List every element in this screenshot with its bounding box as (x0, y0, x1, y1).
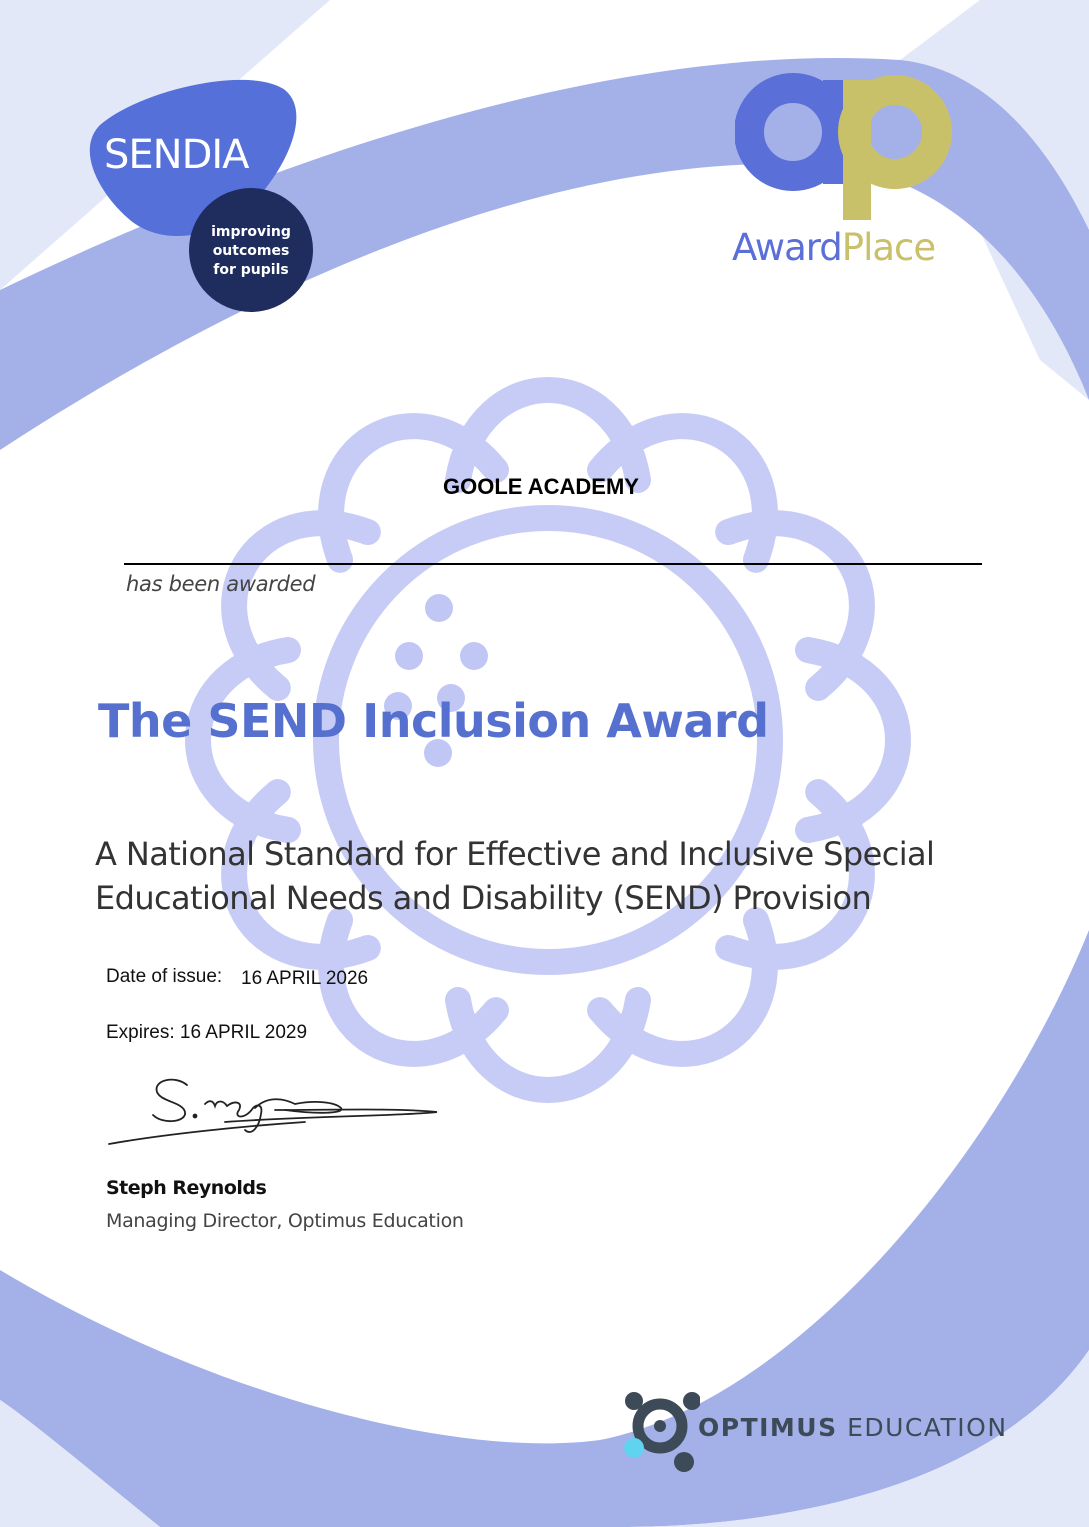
awardplace-word-award: Award (732, 226, 842, 269)
signer-name: Steph Reynolds (106, 1177, 267, 1199)
sendia-tagline-line1: improving (211, 224, 291, 240)
school-name-rule (124, 563, 982, 565)
awardplace-wordmark (732, 226, 935, 269)
award-subtitle-line2: Educational Needs and Disability (SEND) Provision (95, 879, 872, 917)
signer-role: Managing Director, Optimus Education (106, 1210, 464, 1232)
expiry-date (106, 1022, 307, 1044)
awarded-text: has been awarded (126, 572, 316, 596)
school-name: GOOLE ACADEMY (443, 474, 639, 499)
issue-date-value: 16 APRIL 2026 (241, 968, 369, 989)
optimus-word-light: EDUCATION (837, 1413, 1008, 1442)
optimus-circles-icon (620, 1388, 700, 1473)
signature-image (105, 1070, 445, 1150)
optimus-word-bold: OPTIMUS (698, 1413, 838, 1442)
award-subtitle-line1: A National Standard for Effective and Inclusive Special (95, 835, 935, 873)
optimus-wordmark (698, 1413, 1008, 1442)
sendia-tagline-line2: outcomes (212, 243, 290, 259)
sendia-tagline (190, 223, 312, 280)
expiry-date-value: 16 APRIL 2029 (179, 1022, 308, 1043)
awardplace-monogram (735, 72, 955, 222)
sendia-wordmark: SENDIA (104, 132, 249, 178)
awardplace-word-place: Place (841, 226, 936, 269)
award-title: The SEND Inclusion Award (98, 694, 769, 748)
sendia-tagline-line3: for pupils (213, 262, 289, 278)
award-subtitle (95, 832, 975, 920)
expiry-date-label: Expires: (106, 1022, 175, 1043)
issue-date-label: Date of issue: (106, 966, 223, 987)
